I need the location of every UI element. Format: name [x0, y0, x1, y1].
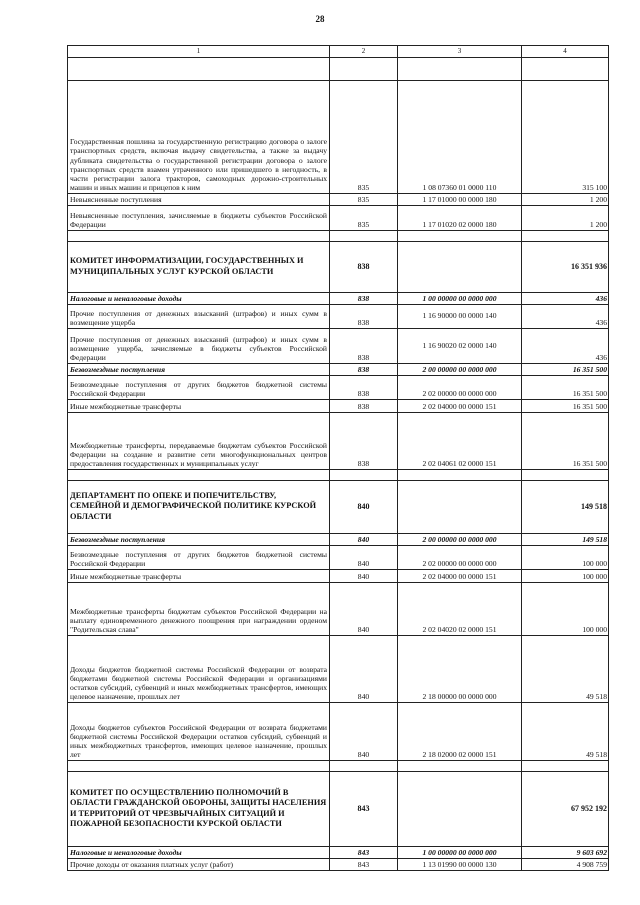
row-classification-code: 1 17 01000 00 0000 180: [398, 193, 522, 205]
row-classification-code: 1 00 00000 00 0000 000: [398, 292, 522, 304]
subtotal-row: [68, 533, 609, 545]
spacer-row: [68, 469, 609, 480]
table-body: [68, 57, 609, 870]
page-number: 28: [315, 14, 325, 24]
row-amount: 67 952 192: [522, 771, 609, 846]
spacer-cell: [398, 469, 522, 480]
row-classification-code: 2 00 00000 00 0000 000: [398, 363, 522, 375]
row-admin-code: 838: [330, 412, 398, 469]
row-amount: 149 518: [522, 480, 609, 533]
row-classification-code: 1 17 01020 02 0000 180: [398, 205, 522, 230]
table-row: [68, 193, 609, 205]
spacer-cell: [330, 230, 398, 241]
row-description: Безвозмездные поступления от других бюджетов бюджетной системы Российской Федерации: [68, 375, 330, 399]
row-admin-code: 840: [330, 545, 398, 569]
row-amount: 100 000: [522, 545, 609, 569]
spacer-row: [68, 57, 609, 80]
row-amount: 4 908 759: [522, 858, 609, 870]
row-description: Доходы бюджетов бюджетной системы Российской Федерации от возврата бюджетами бюджетной системы Российской Федерации и организациями остатков субсидий, субвенций и иных межбюджетных трансфертов, имеющих целевое назначение, прошлых лет: [68, 635, 330, 702]
row-amount: 100 000: [522, 569, 609, 582]
table-row: [68, 858, 609, 870]
row-description: Межбюджетные трансферты бюджетам субъектов Российской Федерации на выплату единовременного денежного поощрения при награждении орденом "Родительская слава": [68, 582, 330, 635]
row-description: Иные межбюджетные трансферты: [68, 569, 330, 582]
row-description: Доходы бюджетов субъектов Российской Федерации от возврата бюджетами бюджетной системы Российской Федерации остатков субсидий, субвенций и иных межбюджетных трансфертов, имеющих целевое назначение, прошлых лет: [68, 702, 330, 760]
row-description: ДЕПАРТАМЕНТ ПО ОПЕКЕ И ПОПЕЧИТЕЛЬСТВУ, СЕМЕЙНОЙ И ДЕМОГРАФИЧЕСКОЙ ПОЛИТИКЕ КУРСКОЙ ОБЛАСТИ: [68, 480, 330, 533]
table-header-row: [68, 46, 609, 58]
row-amount: 315 100: [522, 80, 609, 193]
row-classification-code: 2 02 04061 02 0000 151: [398, 412, 522, 469]
row-amount: 16 351 500: [522, 375, 609, 399]
spacer-cell: [330, 760, 398, 771]
row-admin-code: 835: [330, 205, 398, 230]
row-description: Безвозмездные поступления: [68, 363, 330, 375]
table-row: [68, 304, 609, 328]
row-amount: 16 351 500: [522, 412, 609, 469]
row-amount: 1 200: [522, 205, 609, 230]
row-description: Безвозмездные поступления: [68, 533, 330, 545]
row-amount: 436: [522, 328, 609, 363]
row-amount: 1 200: [522, 193, 609, 205]
spacer-cell: [522, 760, 609, 771]
subtotal-row: [68, 292, 609, 304]
row-description: Прочие доходы от оказания платных услуг (работ): [68, 858, 330, 870]
row-admin-code: 838: [330, 363, 398, 375]
row-amount: 49 518: [522, 702, 609, 760]
row-admin-code: 840: [330, 480, 398, 533]
row-admin-code: 840: [330, 635, 398, 702]
section-header-row: [68, 480, 609, 533]
row-admin-code: 840: [330, 702, 398, 760]
row-amount: 100 000: [522, 582, 609, 635]
spacer-cell: [68, 469, 330, 480]
subtotal-row: [68, 363, 609, 375]
table-row: [68, 399, 609, 412]
table-row: [68, 375, 609, 399]
column-number-1: 1: [68, 46, 330, 58]
table-row: [68, 582, 609, 635]
row-description: Налоговые и неналоговые доходы: [68, 846, 330, 858]
table-row: [68, 205, 609, 230]
table-row: [68, 412, 609, 469]
row-classification-code: [398, 241, 522, 292]
column-number-2: 2: [330, 46, 398, 58]
row-admin-code: 840: [330, 533, 398, 545]
spacer-cell: [522, 230, 609, 241]
spacer-cell: [522, 57, 609, 80]
row-admin-code: 843: [330, 846, 398, 858]
row-admin-code: 838: [330, 241, 398, 292]
row-admin-code: 838: [330, 399, 398, 412]
spacer-cell: [68, 230, 330, 241]
row-description: Государственная пошлина за государственную регистрацию договора о залоге транспортных средств, включая выдачу свидетельства, а также за выдачу дубликата свидетельства о государственной регистрации договора о залоге транспортных средств взамен утраченного или пришедшего в негодность, в части регистрации залога тракторов, самоходных дорожно-строительных машин и иных машин и прицепов к ним: [68, 80, 330, 193]
row-description: Иные межбюджетные трансферты: [68, 399, 330, 412]
spacer-cell: [68, 57, 330, 80]
row-description: Безвозмездные поступления от других бюджетов бюджетной системы Российской Федерации: [68, 545, 330, 569]
spacer-cell: [398, 57, 522, 80]
row-classification-code: 1 16 90000 00 0000 140: [398, 304, 522, 328]
row-classification-code: [398, 480, 522, 533]
row-amount: 49 518: [522, 635, 609, 702]
subtotal-row: [68, 846, 609, 858]
row-admin-code: 840: [330, 582, 398, 635]
row-classification-code: 2 00 00000 00 0000 000: [398, 533, 522, 545]
revenue-table: [67, 45, 609, 871]
spacer-cell: [398, 230, 522, 241]
row-amount: 149 518: [522, 533, 609, 545]
row-description: КОМИТЕТ ИНФОРМАТИЗАЦИИ, ГОСУДАРСТВЕННЫХ И МУНИЦИПАЛЬНЫХ УСЛУГ КУРСКОЙ ОБЛАСТИ: [68, 241, 330, 292]
row-classification-code: 1 13 01990 00 0000 130: [398, 858, 522, 870]
spacer-cell: [330, 469, 398, 480]
row-amount: 16 351 500: [522, 399, 609, 412]
row-classification-code: 1 08 07360 01 0000 110: [398, 80, 522, 193]
row-classification-code: 2 02 00000 00 0000 000: [398, 545, 522, 569]
spacer-cell: [398, 760, 522, 771]
row-classification-code: 2 18 00000 00 0000 000: [398, 635, 522, 702]
table-row: [68, 328, 609, 363]
row-amount: 16 351 500: [522, 363, 609, 375]
spacer-row: [68, 760, 609, 771]
row-admin-code: 835: [330, 193, 398, 205]
row-admin-code: 838: [330, 292, 398, 304]
row-classification-code: 2 02 04000 00 0000 151: [398, 569, 522, 582]
row-admin-code: 838: [330, 328, 398, 363]
section-header-row: [68, 241, 609, 292]
table-row: [68, 545, 609, 569]
row-classification-code: [398, 771, 522, 846]
row-admin-code: 838: [330, 375, 398, 399]
table-row: [68, 702, 609, 760]
row-description: Межбюджетные трансферты, передаваемые бюджетам субъектов Российской Федерации на создание и развитие сети многофункциональных центров предоставления государственных и муниципальных услуг: [68, 412, 330, 469]
row-classification-code: 2 18 02000 02 0000 151: [398, 702, 522, 760]
row-classification-code: 2 02 04000 00 0000 151: [398, 399, 522, 412]
row-description: Прочие поступления от денежных взысканий (штрафов) и иных сумм в возмещение ущерба: [68, 304, 330, 328]
row-amount: 436: [522, 304, 609, 328]
row-description: КОМИТЕТ ПО ОСУЩЕСТВЛЕНИЮ ПОЛНОМОЧИЙ В ОБЛАСТИ ГРАЖДАНСКОЙ ОБОРОНЫ, ЗАЩИТЫ НАСЕЛЕНИЯ И ТЕРРИТОРИЙ ОТ ЧРЕЗВЫЧАЙНЫХ СИТУАЦИЙ И ПОЖАРНОЙ БЕЗОПАСНОСТИ КУРСКОЙ ОБЛАСТИ: [68, 771, 330, 846]
table-row: [68, 569, 609, 582]
row-admin-code: 838: [330, 304, 398, 328]
spacer-cell: [68, 760, 330, 771]
row-admin-code: 840: [330, 569, 398, 582]
row-description: Налоговые и неналоговые доходы: [68, 292, 330, 304]
spacer-cell: [522, 469, 609, 480]
row-admin-code: 843: [330, 858, 398, 870]
column-number-4: 4: [522, 46, 609, 58]
row-description: Невыясненные поступления, зачисляемые в бюджеты субъектов Российской Федерации: [68, 205, 330, 230]
row-classification-code: 2 02 00000 00 0000 000: [398, 375, 522, 399]
spacer-cell: [330, 57, 398, 80]
row-classification-code: 1 00 00000 00 0000 000: [398, 846, 522, 858]
row-amount: 16 351 936: [522, 241, 609, 292]
row-admin-code: 843: [330, 771, 398, 846]
row-description: Прочие поступления от денежных взысканий (штрафов) и иных сумм в возмещение ущерба, зачисляемые в бюджеты субъектов Российской Федерации: [68, 328, 330, 363]
row-amount: 9 603 692: [522, 846, 609, 858]
row-classification-code: 1 16 90020 02 0000 140: [398, 328, 522, 363]
section-header-row: [68, 771, 609, 846]
column-number-3: 3: [398, 46, 522, 58]
row-description: Невыясненные поступления: [68, 193, 330, 205]
row-classification-code: 2 02 04020 02 0000 151: [398, 582, 522, 635]
row-amount: 436: [522, 292, 609, 304]
table-row: [68, 80, 609, 193]
table-row: [68, 635, 609, 702]
row-admin-code: 835: [330, 80, 398, 193]
spacer-row: [68, 230, 609, 241]
